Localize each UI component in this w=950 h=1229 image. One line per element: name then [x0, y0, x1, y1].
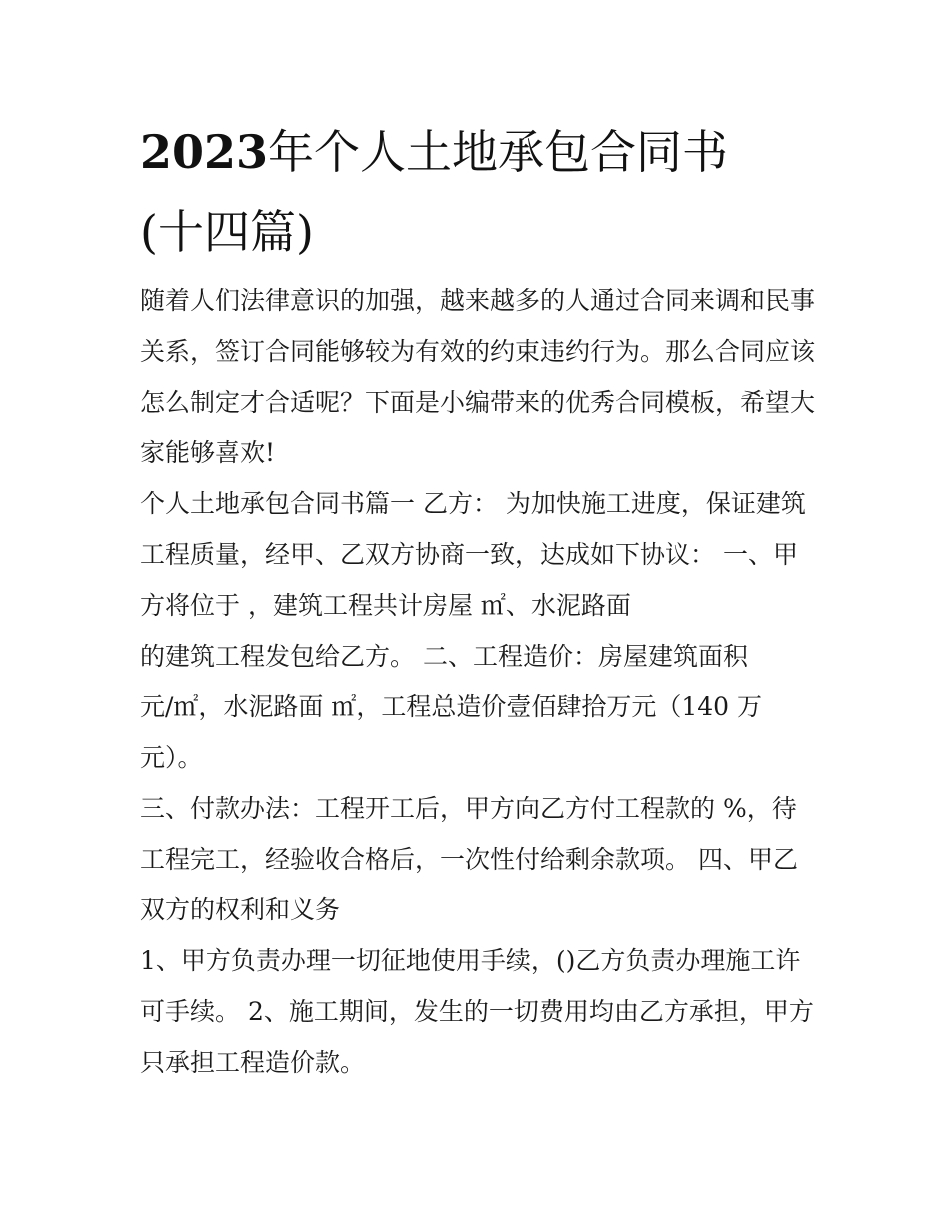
body-line: 关系，签订合同能够较为有效的约束违约行为。那么合同应该 — [140, 337, 816, 366]
document-title — [140, 112, 820, 272]
body-line: 随着人们法律意识的加强，越来越多的人通过合同来调和民事 — [140, 286, 816, 315]
body-line: 方将位于 ，建筑工程共计房屋 ㎡、水泥路面 — [140, 591, 631, 620]
title-subtitle: (十四篇) — [140, 205, 314, 259]
body-line: 可手续。 2、施工期间，发生的一切费用均由乙方承担，甲方 — [140, 997, 814, 1026]
body-line: 元/㎡，水泥路面 ㎡，工程总造价壹佰肆拾万元（140 万 — [140, 692, 763, 721]
body-line: 家能够喜欢! — [140, 438, 276, 467]
body-line: 1、甲方负责办理一切征地使用手续，()乙方负责办理施工许 — [140, 946, 801, 975]
body-line: 个人土地承包合同书篇一 乙方： 为加快施工进度，保证建筑 — [140, 489, 806, 518]
body-line: 工程完工，经验收合格后，一次性付给剩余款项。 四、甲乙 — [140, 845, 798, 874]
title-year: 2023 — [140, 125, 269, 179]
body-line: 怎么制定才合适呢？下面是小编带来的优秀合同模板，希望大 — [140, 388, 816, 417]
body-line: 三、付款办法：工程开工后，甲方向乙方付工程款的 %，待 — [140, 794, 797, 823]
body-line: 的建筑工程发包给乙方。 二、工程造价：房屋建筑面积 — [140, 642, 748, 671]
body-line: 只承担工程造价款。 — [140, 1048, 366, 1077]
body-line: 工程质量，经甲、乙双方协商一致，达成如下协议： 一、甲 — [140, 540, 798, 569]
body-line: 双方的权利和义务 — [140, 895, 341, 924]
title-text: 年个人土地承包合同书 — [268, 125, 729, 179]
body-line: 元）。 — [140, 743, 203, 772]
